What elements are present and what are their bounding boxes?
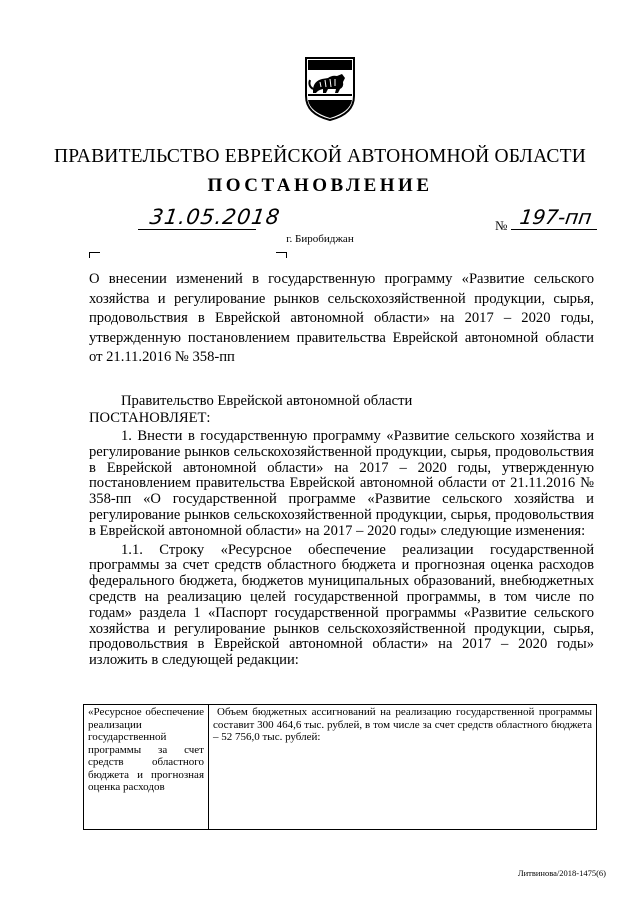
preamble-government: Правительство Еврейской автономной области	[121, 393, 413, 409]
document-type-title: ПОСТАНОВЛЕНИЕ	[207, 175, 433, 196]
handwritten-date: 31.05.2018	[148, 205, 282, 229]
number-label: №	[495, 218, 508, 233]
paragraph-item-1: 1. Внести в государственную программу «Развитие сельского хозяйства и регулирование рынков сельскохозяйственной продукции, сырья, продовольствия в Еврейской автономной области» на 2017 – 2020 годы, утвержденную постановлением правительства Еврейской автономной области от 21.11.2016 № 358-пп «О государственной программе «Развитие сельского хозяйства и регулирование рынков сельскохозяйственной продукции, сырья, продовольствия в Еврейской автономной области» на 2017 – 2020 годы» следующие изменения:	[89, 428, 594, 539]
government-title: ПРАВИТЕЛЬСТВО ЕВРЕЙСКОЙ АВТОНОМНОЙ ОБЛАСТИ	[53, 146, 587, 167]
number-underline	[511, 229, 597, 230]
subject-corner-left	[89, 252, 100, 258]
resolution-body	[89, 429, 594, 669]
paragraph-item-1-1: 1.1. Строку «Ресурсное обеспечение реализации государственной программы за счет средств областного бюджета и прогнозная оценка расходов федерального бюджета, бюджетов муниципальных образований, внебюджетных средств на реализацию целей государственной программы, в том числе по годам» раздела 1 «Паспорт государственной программы «Развитие сельского хозяйства и регулирование рынков сельскохозяйственной продукции, сырья, продовольствия в Еврейской автономной области» на 2017 – 2020 годы» изложить в следующей редакции:	[89, 541, 594, 669]
document-subject: О внесении изменений в государственную программу «Развитие сельского хозяйства и регулирование рынков сельскохозяйственной продукции, сырья, продовольствия в Еврейской автономной области» на 2017 – 2020 годы, утвержденную постановлением правительства Еврейской автономной области от 21.11.2016 № 358-пп	[89, 271, 594, 365]
city-label: г. Биробиджан	[286, 233, 354, 245]
coat-of-arms-emblem	[304, 56, 356, 122]
passport-table	[83, 704, 597, 830]
table-row	[84, 705, 597, 830]
table-cell-value: Объем бюджетных ассигнований на реализацию государственной программы составит 300 464,6 тыс. рублей, в том числе за счет средств областного бюджета – 52 756,0 тыс. рублей:	[209, 705, 597, 830]
table-cell-label: «Ресурсное обеспечение реализации государственной программы за счет средств областного бюджета и прогнозная оценка расходов	[84, 705, 209, 830]
preamble-resolves: ПОСТАНОВЛЯЕТ:	[89, 410, 211, 426]
subject-corner-right	[276, 252, 287, 258]
footer-reference: Литвинова/2018-1475(6)	[517, 868, 606, 878]
handwritten-number: 197-пп	[518, 205, 594, 229]
date-underline	[138, 229, 256, 230]
